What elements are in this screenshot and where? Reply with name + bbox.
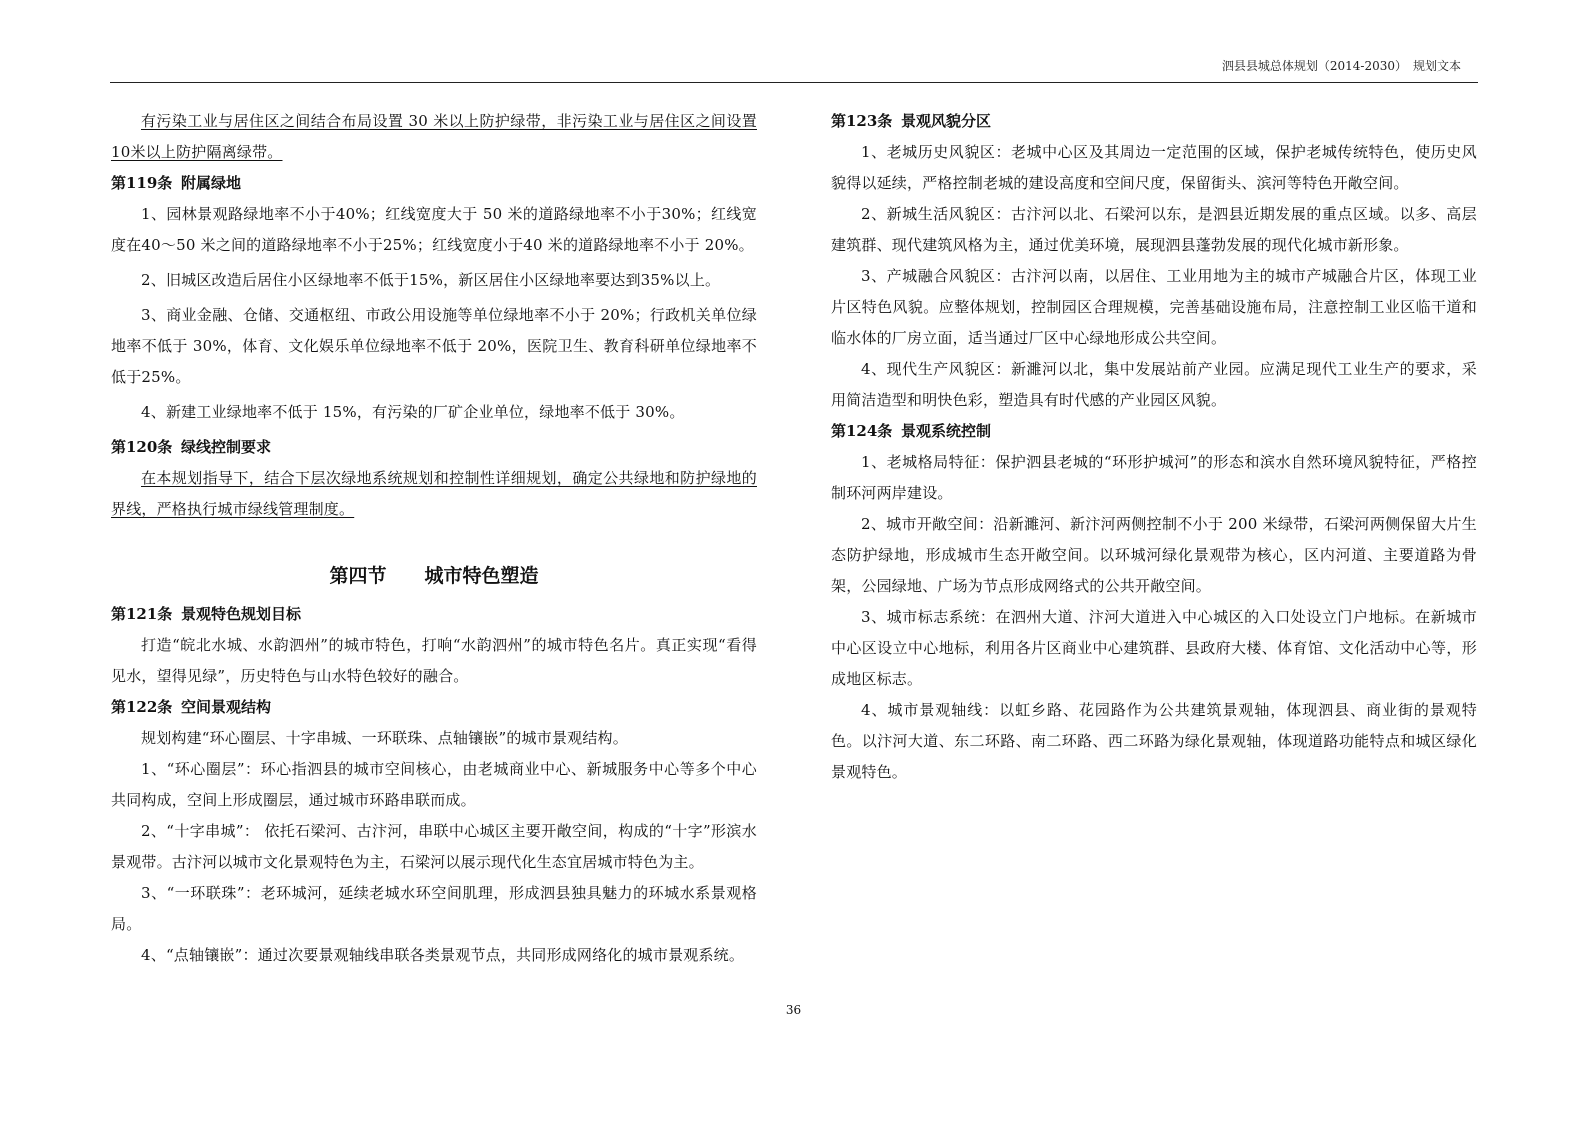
article-number: 第120条 [111,438,173,456]
article-heading-121 [111,599,757,630]
paragraph: 有污染工业与居住区之间结合布局设置 30 米以上防护绿带，非污染工业与居住区之间设置10米以上防护隔离绿带。 [111,112,757,161]
paragraph: 规划构建“环心圈层、十字串城、一环联珠、点轴镶嵌”的城市景观结构。 [141,729,628,747]
paragraph: 4、城市景观轴线：以虹乡路、花园路作为公共建筑景观轴，体现泗县、商业街的景观特色。以汴河大道、东二环路、南二环路、西二环路为绿化景观轴，体现道路功能特点和城区绿化景观特色。 [831,701,1477,781]
page-number: 36 [785,1003,802,1017]
article-heading-124 [831,416,1477,447]
paragraph: 2、旧城区改造后居住小区绿地率不低于15%，新区居住小区绿地率要达到35%以上。 [141,271,721,289]
article-heading-119 [111,168,757,199]
paragraph: 打造“皖北水城、水韵泗州”的城市特色，打响“水韵泗州”的城市特色名片。真正实现“看得见水，望得见绿”，历史特色与山水特色较好的融合。 [111,636,757,685]
paragraph: 1、园林景观路绿地率不小于40%；红线宽度大于 50 米的道路绿地率不小于30%；红线宽度在40～50 米之间的道路绿地率不小于25%；红线宽度小于40 米的道路绿地率不小于 20%。 [111,205,757,254]
right-column [831,106,1477,788]
article-number: 第119条 [111,174,173,192]
article-number: 第123条 [831,112,893,130]
article-title: 景观特色规划目标 [181,605,302,623]
paragraph: 1、“环心圈层”：环心指泗县的城市空间核心，由老城商业中心、新城服务中心等多个中心共同构成，空间上形成圈层，通过城市环路串联而成。 [111,760,757,809]
paragraph: 4、现代生产风貌区：新濉河以北，集中发展站前产业园。应满足现代工业生产的要求，采用简洁造型和明快色彩，塑造具有时代感的产业园区风貌。 [831,360,1477,409]
paragraph: 4、“点轴镶嵌”：通过次要景观轴线串联各类景观节点，共同形成网络化的城市景观系统。 [141,946,745,964]
paragraph: 2、城市开敞空间：沿新濉河、新汴河两侧控制不小于 200 米绿带，石梁河两侧保留大片生态防护绿地，形成城市生态开敞空间。以环城河绿化景观带为核心，区内河道、主要道路为骨架，公园绿地、广场为节点形成网络式的公共开敞空间。 [831,515,1477,595]
paragraph: 3、商业金融、仓储、交通枢纽、市政公用设施等单位绿地率不小于 20%；行政机关单位绿地率不低于 30%，体育、文化娱乐单位绿地率不低于 20%，医院卫生、教育科研单位绿地率不低于25%。 [111,306,757,386]
article-heading-123 [831,106,1477,137]
article-title: 景观风貌分区 [901,112,992,130]
paragraph: 2、新城生活风貌区：古汴河以北、石梁河以东，是泗县近期发展的重点区域。以多、高层建筑群、现代建筑风格为主，通过优美环境，展现泗县蓬勃发展的现代化城市新形象。 [831,205,1477,254]
header-rule [110,82,1478,83]
article-title: 绿线控制要求 [181,438,272,456]
section-number: 第四节 [329,565,387,587]
article-title: 景观系统控制 [901,422,992,440]
running-header: 泗县县城总体规划（2014-2030） 规划文本 [1221,59,1461,73]
article-title: 附属绿地 [181,174,242,192]
paragraph: 1、老城格局特征：保护泗县老城的“环形护城河”的形态和滨水自然环境风貌特征，严格控制环河两岸建设。 [831,453,1477,502]
paragraph: 在本规划指导下，结合下层次绿地系统规划和控制性详细规划，确定公共绿地和防护绿地的界线，严格执行城市绿线管理制度。 [111,469,757,518]
paragraph: 3、“一环联珠”：老环城河，延续老城水环空间肌理，形成泗县独具魅力的环城水系景观格局。 [111,884,757,933]
paragraph: 3、城市标志系统：在泗州大道、汴河大道进入中心城区的入口处设立门户地标。在新城市中心区设立中心地标，利用各片区商业中心建筑群、县政府大楼、体育馆、文化活动中心等，形成地区标志。 [831,608,1477,688]
article-heading-120 [111,432,757,463]
left-column [111,106,757,971]
article-number: 第121条 [111,605,173,623]
paragraph: 4、新建工业绿地率不低于 15%，有污染的厂矿企业单位，绿地率不低于 30%。 [141,403,685,421]
article-number: 第122条 [111,698,173,716]
article-number: 第124条 [831,422,893,440]
article-title: 空间景观结构 [181,698,272,716]
section-title: 城市特色塑造 [424,565,539,587]
section-heading [111,559,757,593]
paragraph: 2、“十字串城”： 依托石梁河、古汴河，串联中心城区主要开敞空间，构成的“十字”形滨水景观带。古汴河以城市文化景观特色为主，石梁河以展示现代化生态宜居城市特色为主。 [111,822,757,871]
article-heading-122 [111,692,757,723]
paragraph: 3、产城融合风貌区：古汴河以南，以居住、工业用地为主的城市产城融合片区，体现工业片区特色风貌。应整体规划，控制园区合理规模，完善基础设施布局，注意控制工业区临干道和临水体的厂房立面，适当通过厂区中心绿地形成公共空间。 [831,267,1477,347]
paragraph: 1、老城历史风貌区：老城中心区及其周边一定范围的区域，保护老城传统特色，使历史风貌得以延续，严格控制老城的建设高度和空间尺度，保留街头、滨河等特色开敞空间。 [831,143,1477,192]
